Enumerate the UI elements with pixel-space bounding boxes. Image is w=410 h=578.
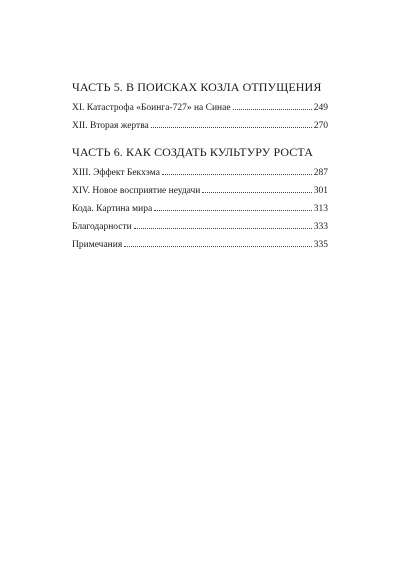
dot-leader bbox=[124, 246, 312, 247]
entry-page-number: 335 bbox=[313, 240, 328, 250]
toc-part-6 bbox=[72, 145, 328, 254]
toc-entry[interactable] bbox=[72, 117, 328, 135]
toc-entry[interactable] bbox=[72, 236, 328, 254]
entry-page-number: 287 bbox=[313, 168, 328, 178]
entry-page-number: 270 bbox=[313, 121, 328, 131]
dot-leader bbox=[151, 127, 312, 128]
toc-entry[interactable] bbox=[72, 182, 328, 200]
entry-label: XII. Вторая жертва bbox=[72, 121, 149, 131]
entry-label: XIV. Новое восприятие неудачи bbox=[72, 186, 201, 196]
dot-leader bbox=[202, 192, 311, 193]
toc-entry[interactable] bbox=[72, 164, 328, 182]
table-of-contents bbox=[72, 80, 328, 264]
toc-part-5 bbox=[72, 80, 328, 135]
dot-leader bbox=[134, 228, 312, 229]
toc-entry[interactable] bbox=[72, 99, 328, 117]
entry-label: XIII. Эффект Бекхэма bbox=[72, 168, 160, 178]
dot-leader bbox=[233, 109, 312, 110]
entry-label: Кода. Картина мира bbox=[72, 204, 153, 214]
entry-page-number: 249 bbox=[313, 103, 328, 113]
dot-leader bbox=[162, 174, 312, 175]
toc-entry[interactable] bbox=[72, 200, 328, 218]
dot-leader bbox=[154, 210, 312, 211]
entry-label: Благодарности bbox=[72, 222, 132, 232]
entry-label: Примечания bbox=[72, 240, 123, 250]
entry-label: XI. Катастрофа «Боинга-727» на Синае bbox=[72, 103, 231, 113]
part-title: ЧАСТЬ 5. В ПОИСКАХ КОЗЛА ОТПУЩЕНИЯ bbox=[72, 80, 322, 94]
entry-page-number: 313 bbox=[313, 204, 328, 214]
part-title: ЧАСТЬ 6. КАК СОЗДАТЬ КУЛЬТУРУ РОСТА bbox=[72, 145, 313, 159]
toc-entry[interactable] bbox=[72, 218, 328, 236]
entry-page-number: 333 bbox=[313, 222, 328, 232]
entry-page-number: 301 bbox=[313, 186, 328, 196]
